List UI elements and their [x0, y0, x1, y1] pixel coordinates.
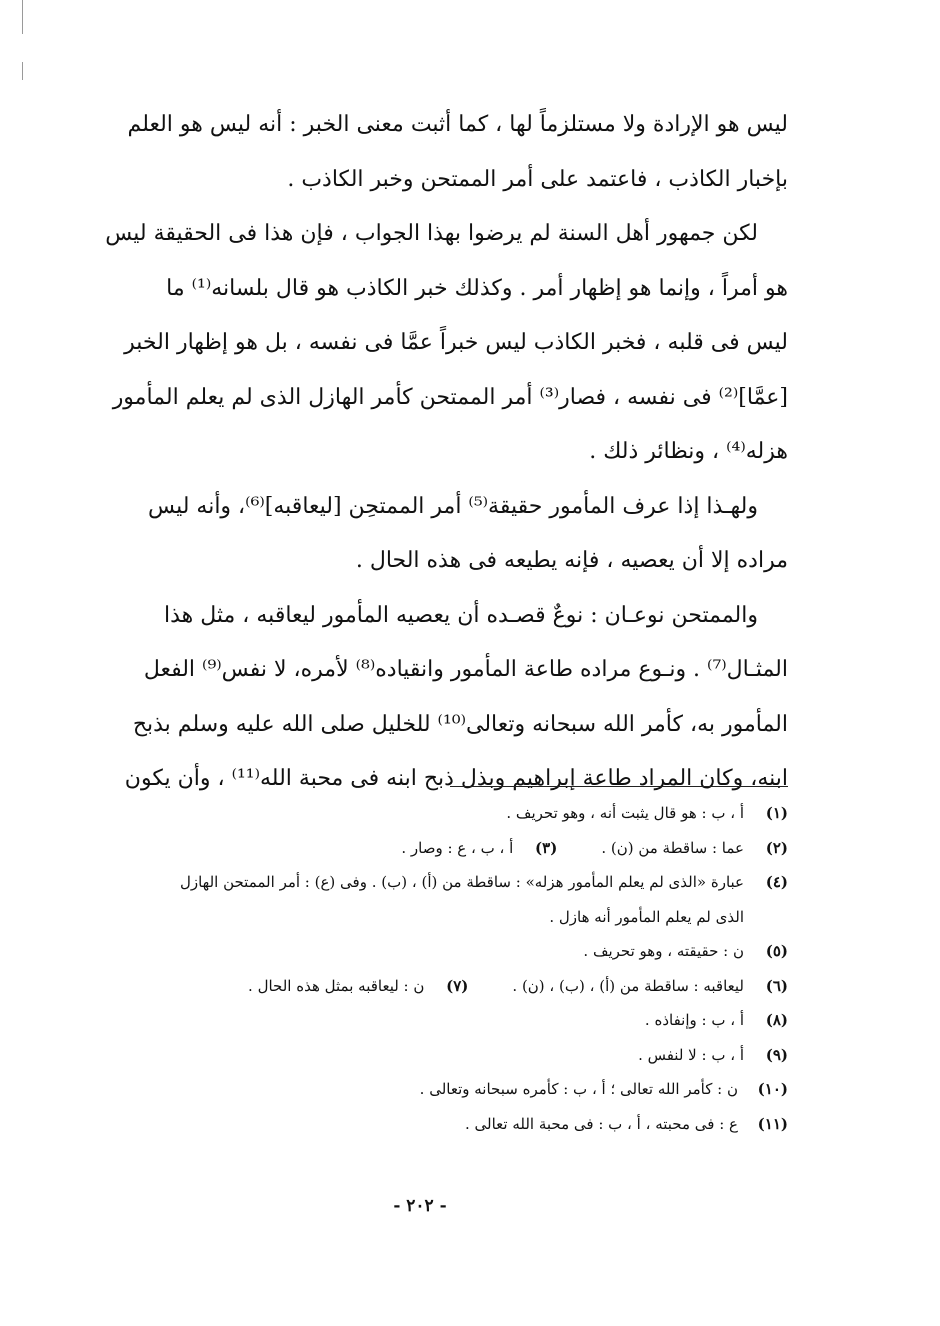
footnote-number: (٩)	[765, 1045, 788, 1064]
footnote-text: أ ، ب : وإنفاذه .	[644, 1011, 744, 1029]
text-line: المثـال⁽⁷⁾ . ونـوع مراده طاعة المأمور وانقياده⁽⁸⁾ لأمره، لا نفس⁽⁹⁾ الفعل	[143, 657, 788, 682]
footnote-8	[88, 1003, 788, 1038]
footnote-11	[88, 1107, 788, 1142]
footnote-number: (٧)	[446, 976, 469, 995]
page-number: - ٢٠٢ -	[393, 1196, 447, 1216]
footnote-number: (٨)	[765, 1011, 788, 1029]
text-line: ولهـذا إذا عرف المأمور حقيقة⁽⁵⁾ أمر الممتحِن [ليعاقبه]⁽⁶⁾، وأنه ليس	[148, 493, 758, 519]
footnote-2	[601, 831, 788, 866]
main-text	[88, 98, 788, 807]
footnote-number: (٦)	[765, 976, 788, 995]
footnote-6	[512, 969, 788, 1004]
footnote-4	[88, 865, 788, 900]
footnote-line-2-3	[88, 831, 788, 866]
footnote-number: (١٠)	[757, 1080, 788, 1098]
footnotes	[88, 796, 788, 1141]
text-line: [عمَّا]⁽²⁾ فى نفسه ، فصار⁽³⁾ أمر الممتحن كأمر الهازل الذى لم يعلم المأمور	[112, 384, 788, 410]
footnote-text: أ ، ب ، ع : وصار .	[401, 838, 514, 857]
footnote-number: (٥)	[765, 942, 788, 960]
footnote-4-continuation	[88, 900, 788, 935]
left-margin-mark-top	[22, 0, 23, 34]
footnote-text: ن : كأمر الله تعالى ؛ أ ، ب : كأمره سبحانه وتعالى .	[419, 1080, 738, 1098]
footnote-text: ليعاقبه : ساقطة من (أ) ، (ب) ، (ن) .	[512, 976, 744, 995]
footnote-7	[248, 969, 468, 1004]
footnote-separator	[450, 786, 788, 787]
footnote-text: أ ، ب : هو قال يثبت أنه ، وهو تحريف .	[506, 804, 744, 822]
footnote-text: عبارة «الذى لم يعلم المأمور هزله» : ساقطة من (أ) ، (ب) . وفى (ع) : أمر الممتحن الهازل	[179, 873, 744, 891]
text-line: والممتحن نوعـان : نوعٌ قصـده أن يعصيه المأمور ليعاقبه ، مثل هذا	[163, 602, 758, 628]
footnote-line-6-7	[88, 969, 788, 1004]
text-line: المأمور به، كأمر الله سبحانه وتعالى⁽¹⁰⁾ للخليل صلى الله عليه وسلم بذبح	[132, 711, 788, 737]
footnote-text: عما : ساقطة من (ن) .	[601, 838, 744, 857]
footnote-number: (٢)	[765, 838, 788, 857]
paragraph-1	[88, 98, 788, 207]
footnote-9	[88, 1038, 788, 1073]
text-line: ليس هو الإرادة ولا مستلزماً لها ، كما أثبت معنى الخبر : أنه ليس هو العلم	[127, 112, 788, 137]
paragraph-3	[88, 480, 788, 589]
text-line: مراده إلا أن يعصيه ، فإنه يطيعه فى هذه الحال .	[355, 548, 788, 573]
footnote-text: ع : فى محبته ، أ ، ب : فى محبة الله تعالى .	[464, 1114, 738, 1133]
footnote-5	[88, 934, 788, 969]
footnote-number: (٣)	[535, 838, 558, 857]
text-line: لكن جمهور أهل السنة لم يرضوا بهذا الجواب ، فإن هذا فى الحقيقة ليس	[105, 221, 758, 246]
footnote-text: الذى لم يعلم المأمور أنه هازل .	[549, 907, 744, 926]
footnote-text: ن : ليعاقبه بمثل هذه الحال .	[248, 976, 425, 995]
footnote-number: (١١)	[757, 1114, 788, 1133]
footnote-10	[88, 1072, 788, 1107]
left-margin-mark-middle	[22, 62, 23, 80]
footnote-text: أ ، ب : لا لنفس .	[638, 1045, 744, 1064]
text-line: بإخبار الكاذب ، فاعتمد على أمر الممتحن وخبر الكاذب .	[287, 166, 788, 192]
text-line: ابنه، وكان المراد طاعة إبراهيم وبذل ذبح ابنه فى محبة الله⁽¹¹⁾ ، وأن يكون	[124, 766, 788, 791]
text-line: ليس فى قلبه ، فخبر الكاذب ليس خبراً عمَّا فى نفسه ، بل هو إظهار الخبر	[124, 330, 788, 355]
footnote-1	[88, 796, 788, 831]
text-line: هو أمراً ، وإنما هو إظهار أمر . وكذلك خبر الكاذب هو قال بلسانه⁽¹⁾ ما	[166, 275, 788, 301]
footnote-text: ن : حقيقته ، وهو تحريف .	[583, 942, 744, 960]
footnote-number: (١)	[765, 804, 788, 822]
text-line: هزله⁽⁴⁾ ، ونظائر ذلك .	[589, 439, 788, 464]
paragraph-4	[88, 589, 788, 807]
footnote-3	[401, 831, 557, 866]
footnote-number: (٤)	[765, 873, 788, 891]
paragraph-2	[88, 207, 788, 480]
